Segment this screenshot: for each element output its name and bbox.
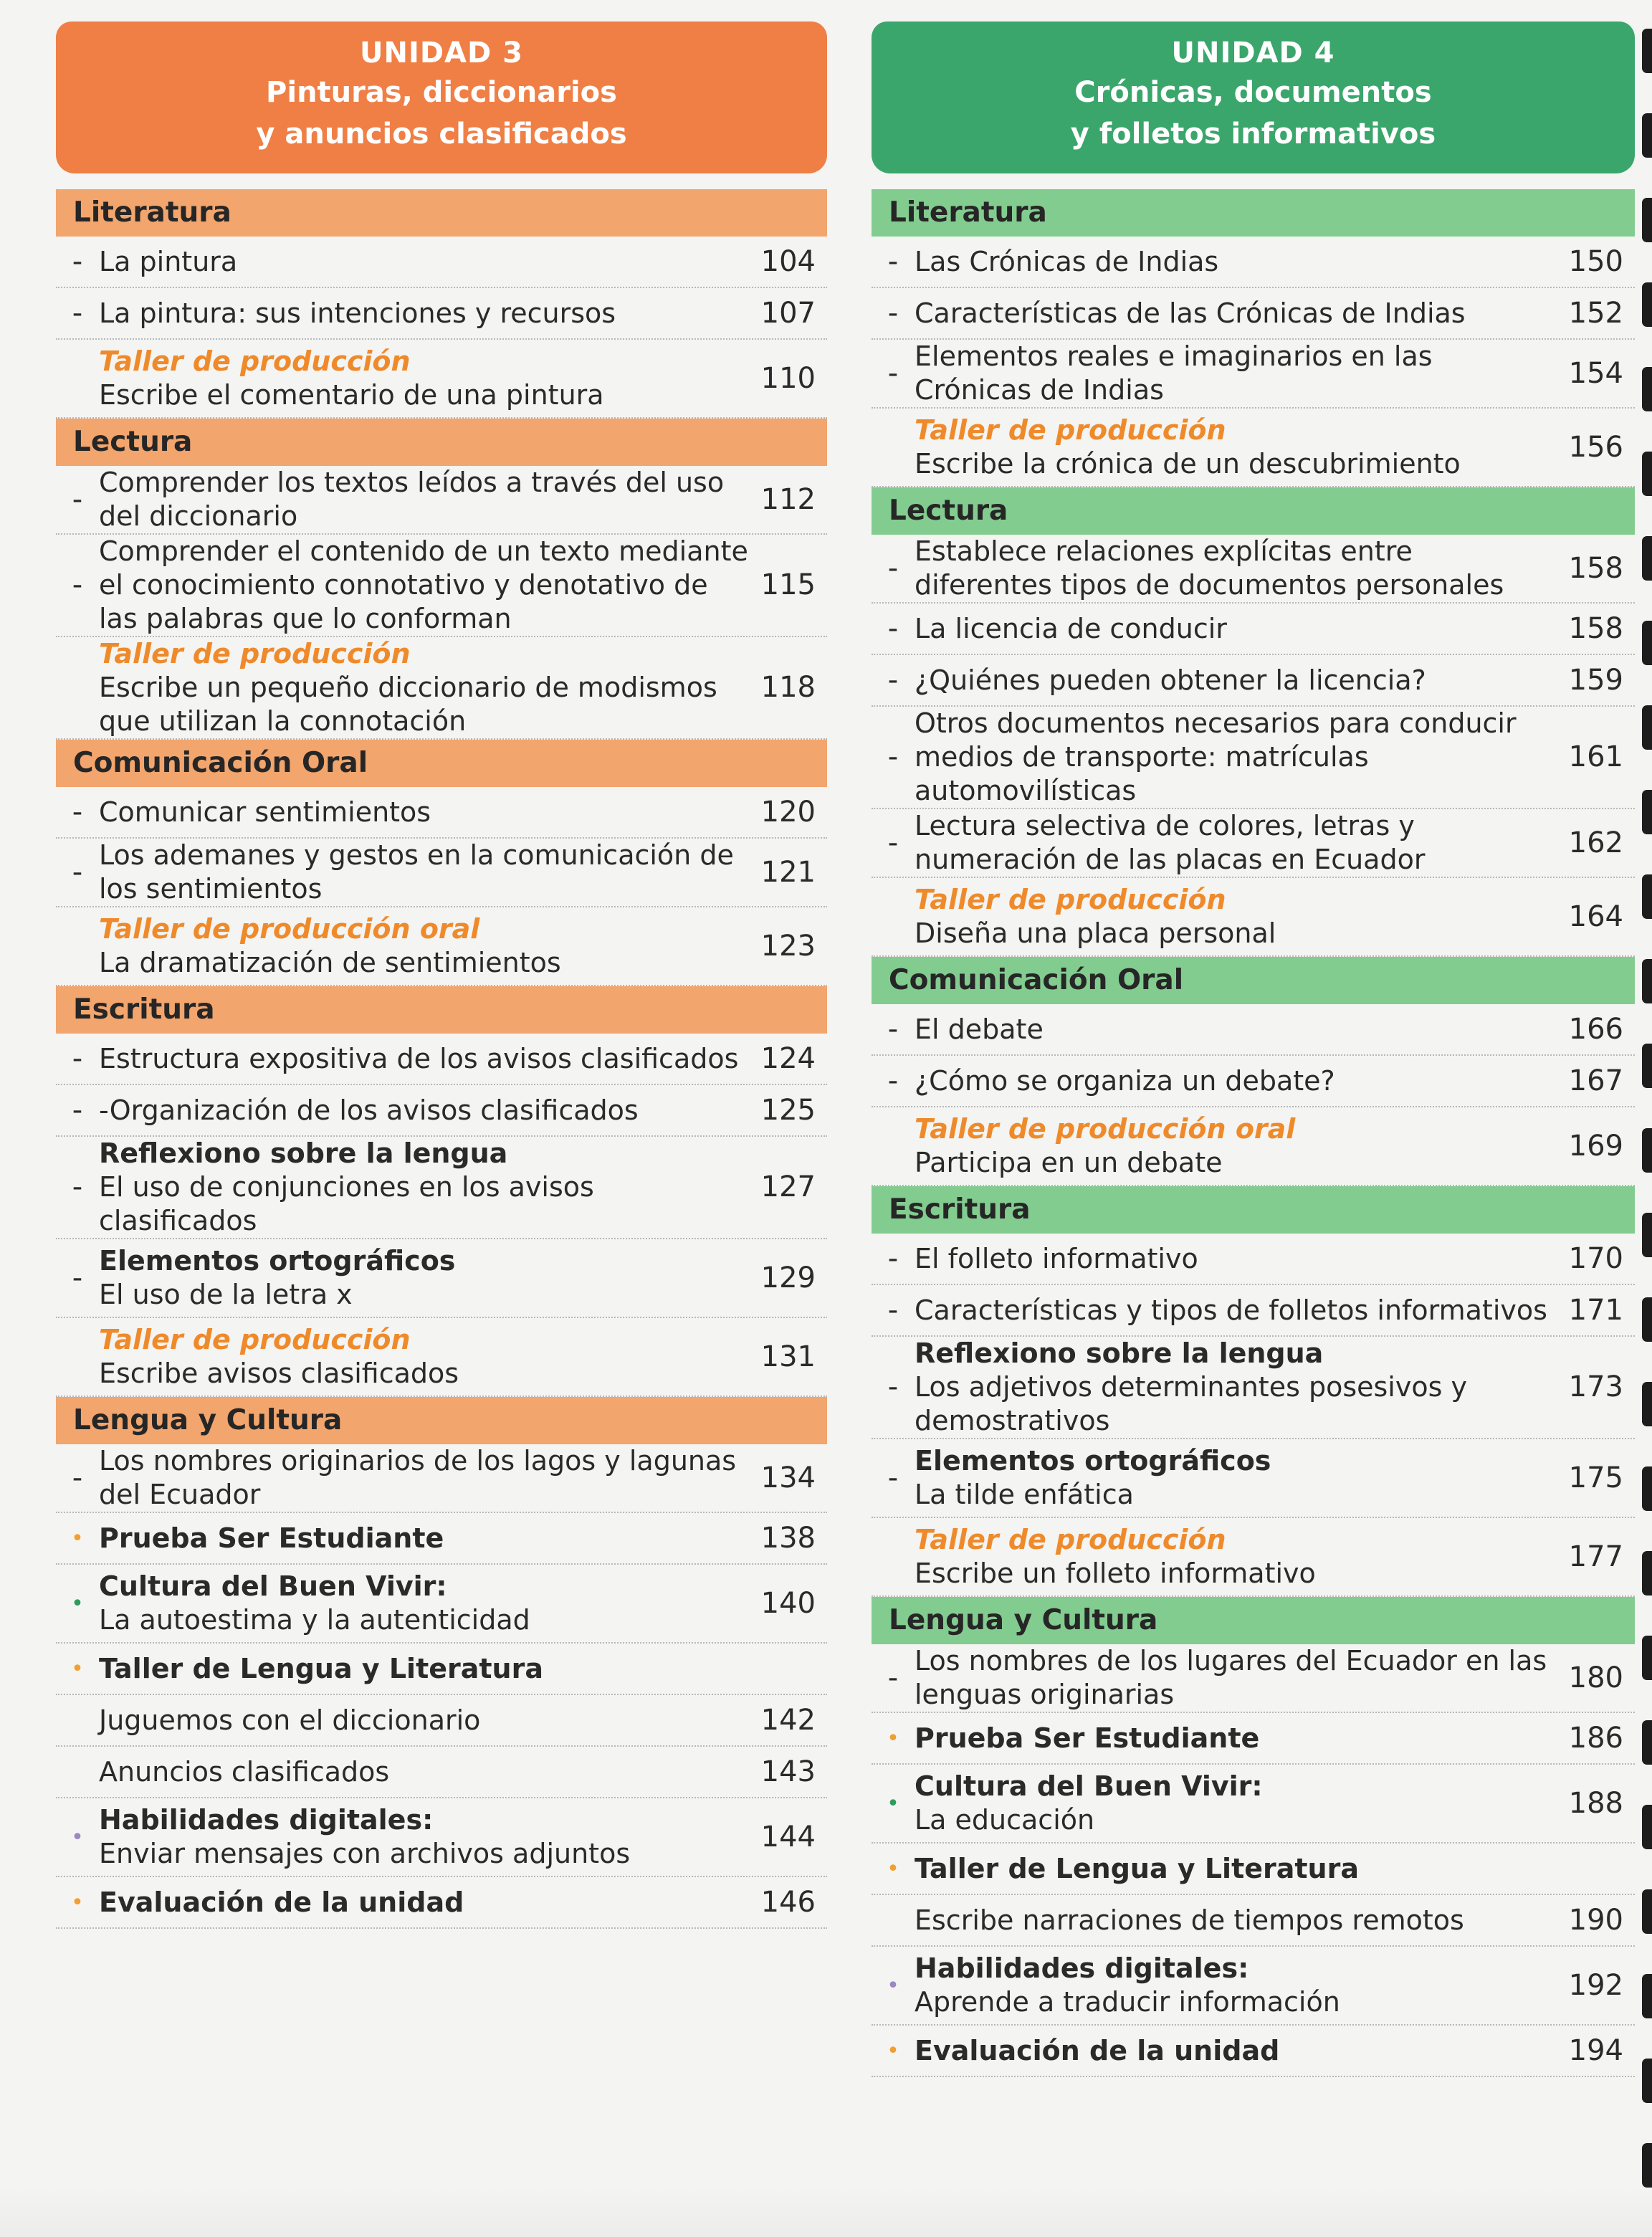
- page-number: 170: [1568, 1241, 1623, 1275]
- binding-ring: [1642, 1382, 1652, 1426]
- entry-label: Los nombres de los lugares del Ecuador en las lenguas originarias: [915, 1645, 1547, 1710]
- toc-entry[interactable]: [56, 535, 827, 637]
- unit4-header: [872, 22, 1635, 173]
- unit3-column: [56, 22, 827, 1929]
- taller-heading: Taller de producción oral: [99, 913, 480, 945]
- entry-label: Escribe narraciones de tiempos remotos: [915, 1904, 1464, 1936]
- binding-ring: [1642, 2143, 1652, 2188]
- binding-ring: [1642, 1213, 1652, 1257]
- taller-heading: Taller de producción: [99, 638, 411, 669]
- page-number: 166: [1568, 1012, 1623, 1046]
- entry-text: [915, 1112, 1563, 1180]
- entry-heading: Elementos ortográficos: [915, 1445, 1271, 1477]
- binding-ring: [1642, 1128, 1652, 1173]
- page-number: 129: [760, 1261, 816, 1294]
- unit4-column: [872, 22, 1635, 2077]
- page-number: 156: [1568, 430, 1623, 464]
- unit4-title-line2: y folletos informativos: [1070, 118, 1436, 151]
- entry-text: [99, 637, 755, 738]
- entry-text: [99, 839, 755, 906]
- entry-text: [99, 297, 755, 330]
- entry-label: El folleto informativo: [915, 1242, 1198, 1274]
- toc-entry[interactable]: [872, 655, 1635, 707]
- dash-marker: -: [887, 1661, 899, 1694]
- page-number: 144: [760, 1820, 816, 1854]
- binding-ring: [1642, 1720, 1652, 1765]
- page-number: 143: [760, 1755, 816, 1788]
- page-number: 112: [760, 482, 816, 516]
- toc-entry[interactable]: [872, 1337, 1635, 1439]
- entry-heading: Taller de Lengua y Literatura: [915, 1852, 1359, 1884]
- toc-entry[interactable]: [872, 288, 1635, 340]
- toc-entry[interactable]: [872, 1004, 1635, 1056]
- toc-entry[interactable]: [872, 1947, 1635, 2026]
- toc-entry[interactable]: [56, 1644, 827, 1695]
- entry-label: El uso de conjunciones en los avisos clasificados: [99, 1171, 594, 1236]
- toc-entry[interactable]: [872, 1713, 1635, 1765]
- dash-marker: -: [887, 663, 899, 697]
- dash-marker: -: [887, 611, 899, 645]
- entry-text: [99, 1444, 755, 1512]
- toc-entry[interactable]: [56, 340, 827, 419]
- binding-ring: [1642, 705, 1652, 750]
- dash-marker: -: [887, 1064, 899, 1097]
- entry-text: [99, 245, 755, 279]
- page-number: 138: [760, 1521, 816, 1555]
- entry-heading: Cultura del Buen Vivir:: [915, 1770, 1263, 1802]
- toc-entry[interactable]: [872, 1439, 1635, 1518]
- entry-label: La licencia de conducir: [915, 612, 1227, 644]
- entry-label: Elementos reales e imaginarios en las Crónicas de Indias: [915, 340, 1433, 406]
- entry-text: [99, 1755, 755, 1789]
- page-number: 175: [1568, 1461, 1623, 1494]
- bullet-icon: •: [887, 1790, 899, 1816]
- entry-text: [915, 1294, 1563, 1327]
- toc-entry[interactable]: [872, 809, 1635, 878]
- entry-label: Lectura selectiva de colores, letras y numeración de las placas en Ecuador: [915, 810, 1426, 875]
- toc-entry[interactable]: [872, 2026, 1635, 2077]
- entry-heading: Reflexiono sobre la lengua: [915, 1337, 1324, 1369]
- entry-label: La pintura: sus intenciones y recursos: [99, 297, 616, 329]
- entry-label: Escribe un pequeño diccionario de modismos que utilizan la connotación: [99, 672, 717, 737]
- bullet-icon: •: [71, 1525, 84, 1551]
- page-number: 127: [760, 1170, 816, 1203]
- entry-label: Establece relaciones explícitas entre diferentes tipos de documentos personales: [915, 535, 1504, 601]
- toc-entry[interactable]: [872, 1844, 1635, 1895]
- entry-text: [915, 1013, 1563, 1046]
- entry-heading: Taller de Lengua y Literatura: [99, 1652, 543, 1684]
- entry-text: [915, 1644, 1563, 1712]
- unit3-title-line2: y anuncios clasificados: [256, 118, 627, 151]
- entry-heading: Prueba Ser Estudiante: [99, 1522, 444, 1554]
- bullet-icon: •: [71, 1824, 84, 1850]
- section-title: Literatura: [56, 189, 827, 237]
- entry-text: [915, 245, 1563, 279]
- toc-entry[interactable]: [56, 1565, 827, 1644]
- entry-heading: Evaluación de la unidad: [915, 2034, 1280, 2066]
- page-number: 180: [1568, 1661, 1623, 1694]
- binding-ring: [1642, 2059, 1652, 2103]
- binding-ring: [1642, 113, 1652, 158]
- entry-label: -Organización de los avisos clasificados: [99, 1094, 639, 1126]
- page-number: 146: [760, 1885, 816, 1919]
- entry-label: Escribe el comentario de una pintura: [99, 379, 604, 411]
- page-number: 150: [1568, 244, 1623, 278]
- entry-text: [915, 707, 1563, 808]
- toc-entry[interactable]: [56, 1137, 827, 1239]
- entry-text: [915, 297, 1563, 330]
- entry-label: La tilde enfática: [915, 1479, 1134, 1510]
- binding-ring: [1642, 790, 1652, 834]
- page-number: 186: [1568, 1721, 1623, 1755]
- unit4-number: UNIDAD 4: [1171, 37, 1335, 70]
- toc-entry[interactable]: [872, 1644, 1635, 1713]
- entry-heading: Prueba Ser Estudiante: [915, 1722, 1260, 1754]
- toc-entry[interactable]: [56, 1747, 827, 1798]
- entry-text: [915, 2034, 1563, 2068]
- bullet-icon: •: [71, 1656, 84, 1682]
- entry-label: Características de las Crónicas de Indias: [915, 297, 1466, 329]
- page-number: 123: [760, 929, 816, 963]
- entry-text: [99, 466, 755, 533]
- entry-text: [915, 1722, 1563, 1755]
- entry-label: La autoestima y la autenticidad: [99, 1604, 530, 1636]
- toc-entry[interactable]: [872, 1056, 1635, 1107]
- page-number: 124: [760, 1041, 816, 1075]
- page-number: 134: [760, 1461, 816, 1494]
- entry-text: [915, 809, 1563, 877]
- entry-text: [915, 1952, 1563, 2019]
- entry-text: [99, 1323, 755, 1391]
- dash-marker: -: [72, 296, 83, 330]
- dash-marker: -: [72, 1261, 83, 1294]
- toc-entry[interactable]: [872, 1765, 1635, 1844]
- entry-text: [99, 1570, 755, 1637]
- entry-text: [99, 1704, 755, 1737]
- entry-text: [915, 1337, 1563, 1438]
- toc-entry[interactable]: [872, 1895, 1635, 1947]
- toc-entry[interactable]: [872, 1107, 1635, 1186]
- entry-text: [99, 796, 755, 829]
- section-title: Lengua y Cultura: [56, 1397, 827, 1444]
- bullet-icon: •: [71, 1889, 84, 1915]
- entry-text: [915, 340, 1563, 407]
- unit4-sections: [872, 189, 1635, 2077]
- page-number: 152: [1568, 296, 1623, 330]
- unit4-title-line1: Crónicas, documentos: [1074, 76, 1432, 109]
- dash-marker: -: [887, 740, 899, 773]
- entry-text: [99, 1886, 755, 1919]
- binding-ring: [1642, 29, 1652, 73]
- entry-text: [99, 1244, 755, 1312]
- page-number: 115: [760, 568, 816, 601]
- entry-heading: Habilidades digitales:: [99, 1804, 434, 1836]
- dash-marker: -: [72, 1093, 83, 1127]
- binding-ring: [1642, 452, 1652, 496]
- entry-text: [915, 414, 1563, 481]
- toc-entry[interactable]: [872, 1234, 1635, 1285]
- page-number: 120: [760, 795, 816, 829]
- entry-label: Aprende a traducir información: [915, 1986, 1340, 2018]
- dash-marker: -: [887, 551, 899, 585]
- toc-entry[interactable]: [872, 707, 1635, 809]
- dash-marker: -: [887, 1293, 899, 1327]
- dash-marker: -: [887, 1241, 899, 1275]
- binding-ring: [1642, 1974, 1652, 2018]
- binding-ring: [1642, 959, 1652, 1003]
- dash-marker: -: [72, 1461, 83, 1494]
- entry-text: [915, 883, 1563, 950]
- entry-label: Otros documentos necesarios para conducir medios de transporte: matrículas automovilísticas: [915, 707, 1517, 806]
- entry-text: [99, 1094, 755, 1127]
- entry-text: [99, 1652, 755, 1686]
- page-number: 167: [1568, 1064, 1623, 1097]
- entry-text: [99, 535, 755, 636]
- entry-label: La educación: [915, 1804, 1095, 1836]
- toc-entry[interactable]: [872, 409, 1635, 487]
- binding-ring: [1642, 536, 1652, 581]
- dash-marker: -: [72, 1170, 83, 1203]
- page-number: 121: [760, 855, 816, 889]
- page-number: 158: [1568, 611, 1623, 645]
- entry-label: El debate: [915, 1013, 1044, 1045]
- page-number: 154: [1568, 356, 1623, 390]
- toc-entry[interactable]: [872, 535, 1635, 604]
- dash-marker: -: [887, 1370, 899, 1403]
- toc-entry[interactable]: [56, 1444, 827, 1513]
- dash-marker: -: [72, 855, 83, 889]
- page-number: 104: [760, 244, 816, 278]
- toc-entry[interactable]: [56, 466, 827, 535]
- bullet-icon: •: [887, 2038, 899, 2064]
- entry-label: Los adjetivos determinantes posesivos y demostrativos: [915, 1371, 1467, 1436]
- entry-label: Estructura expositiva de los avisos clasificados: [99, 1042, 739, 1074]
- toc-entry[interactable]: [872, 340, 1635, 409]
- entry-label: La dramatización de sentimientos: [99, 947, 561, 978]
- entry-label: Participa en un debate: [915, 1147, 1223, 1178]
- entry-text: [915, 664, 1563, 697]
- binding-ring: [1642, 1889, 1652, 1934]
- entry-label: Anuncios clasificados: [99, 1755, 390, 1788]
- toc-entry[interactable]: [56, 1034, 827, 1085]
- entry-label: Los nombres originarios de los lagos y lagunas del Ecuador: [99, 1445, 737, 1510]
- dash-marker: -: [72, 244, 83, 278]
- toc-entry[interactable]: [56, 1798, 827, 1877]
- binding-ring: [1642, 1297, 1652, 1342]
- toc-entry[interactable]: [56, 787, 827, 839]
- dash-marker: -: [72, 795, 83, 829]
- binding-ring: [1642, 1466, 1652, 1511]
- toc-entry[interactable]: [56, 839, 827, 907]
- toc-entry[interactable]: [872, 604, 1635, 655]
- bullet-icon: •: [887, 1856, 899, 1881]
- section-title: Escritura: [872, 1186, 1635, 1234]
- dash-marker: -: [887, 356, 899, 390]
- taller-heading: Taller de producción: [915, 884, 1226, 915]
- taller-heading: Taller de producción: [915, 1524, 1226, 1555]
- entry-heading: Evaluación de la unidad: [99, 1886, 464, 1918]
- toc-entry[interactable]: [872, 878, 1635, 957]
- entry-text: [915, 1770, 1563, 1837]
- unit3-header: [56, 22, 827, 173]
- taller-heading: Taller de producción: [99, 345, 411, 377]
- binding-ring: [1642, 1551, 1652, 1596]
- binding-ring: [1642, 198, 1652, 242]
- toc-entry[interactable]: [56, 288, 827, 340]
- dash-marker: -: [887, 1012, 899, 1046]
- dash-marker: -: [72, 482, 83, 516]
- page-number: 192: [1568, 1968, 1623, 2002]
- dash-marker: -: [887, 244, 899, 278]
- bullet-icon: •: [887, 1973, 899, 1998]
- entry-heading: Elementos ortográficos: [99, 1245, 456, 1277]
- entry-text: [915, 1064, 1563, 1098]
- page-number: 188: [1568, 1786, 1623, 1820]
- entry-label: Comprender el contenido de un texto mediante el conocimiento connotativo y denotativo de las palabras que lo conforman: [99, 535, 748, 634]
- entry-text: [99, 1803, 755, 1871]
- toc-entry[interactable]: [56, 1318, 827, 1397]
- toc-entry[interactable]: [56, 1877, 827, 1929]
- entry-label: Diseña una placa personal: [915, 917, 1276, 949]
- taller-heading: Taller de producción oral: [915, 1113, 1296, 1145]
- entry-label: Comunicar sentimientos: [99, 796, 431, 828]
- section-title: Literatura: [872, 189, 1635, 237]
- toc-entry[interactable]: [872, 1518, 1635, 1597]
- entry-text: [915, 1904, 1563, 1937]
- entry-label: Comprender los textos leídos a través del uso del diccionario: [99, 467, 725, 532]
- toc-entry[interactable]: [56, 1695, 827, 1747]
- page-number: 142: [760, 1703, 816, 1737]
- entry-label: Los ademanes y gestos en la comunicación de los sentimientos: [99, 839, 734, 905]
- entry-text: [915, 1523, 1563, 1590]
- unit3-title-line1: Pinturas, diccionarios: [266, 76, 617, 109]
- bullet-icon: •: [71, 1590, 84, 1616]
- toc-entry[interactable]: [56, 1239, 827, 1318]
- page-bottom-edge: [0, 2187, 1652, 2237]
- entry-label: Las Crónicas de Indias: [915, 245, 1219, 277]
- page-number: 169: [1568, 1129, 1623, 1163]
- binding-ring: [1642, 621, 1652, 665]
- section-title: Comunicación Oral: [872, 957, 1635, 1004]
- page-number: 118: [760, 671, 816, 704]
- taller-heading: Taller de producción: [915, 414, 1226, 446]
- entry-label: Escribe un folleto informativo: [915, 1558, 1316, 1589]
- page-number: 162: [1568, 826, 1623, 859]
- page-number: 125: [760, 1093, 816, 1127]
- entry-text: [915, 535, 1563, 602]
- page-number: 140: [760, 1586, 816, 1620]
- dash-marker: -: [887, 826, 899, 859]
- entry-label: Escribe avisos clasificados: [99, 1358, 459, 1389]
- section-title: Lectura: [56, 419, 827, 466]
- page-number: 177: [1568, 1540, 1623, 1573]
- unit3-sections: [56, 189, 827, 1929]
- entry-text: [99, 1042, 755, 1076]
- entry-text: [99, 912, 755, 980]
- page-number: 158: [1568, 551, 1623, 585]
- taller-heading: Taller de producción: [99, 1324, 411, 1355]
- page-number: 159: [1568, 663, 1623, 697]
- entry-text: [915, 1242, 1563, 1276]
- toc-entry[interactable]: [56, 907, 827, 986]
- entry-heading: Reflexiono sobre la lengua: [99, 1137, 508, 1169]
- page-number: 190: [1568, 1903, 1623, 1937]
- page-number: 110: [760, 361, 816, 395]
- entry-label: Características y tipos de folletos informativos: [915, 1294, 1547, 1326]
- dash-marker: -: [72, 568, 83, 601]
- section-title: Lengua y Cultura: [872, 1597, 1635, 1644]
- entry-label: Juguemos con el diccionario: [99, 1704, 481, 1736]
- dash-marker: -: [887, 1461, 899, 1494]
- toc-entry[interactable]: [56, 1085, 827, 1137]
- section-title: Comunicación Oral: [56, 740, 827, 787]
- entry-label: Enviar mensajes con archivos adjuntos: [99, 1838, 631, 1869]
- page-number: 131: [760, 1340, 816, 1373]
- dash-marker: -: [887, 296, 899, 330]
- entry-heading: Habilidades digitales:: [915, 1952, 1249, 1984]
- entry-label: ¿Quiénes pueden obtener la licencia?: [915, 664, 1426, 696]
- entry-label: El uso de la letra x: [99, 1279, 353, 1310]
- binding-ring: [1642, 282, 1652, 327]
- binding-ring: [1642, 874, 1652, 919]
- page-number: 173: [1568, 1370, 1623, 1403]
- page-number: 164: [1568, 900, 1623, 933]
- entry-text: [915, 612, 1563, 646]
- entry-text: [99, 345, 755, 412]
- section-title: Lectura: [872, 487, 1635, 535]
- toc-entry[interactable]: [56, 237, 827, 288]
- entry-label: Escribe la crónica de un descubrimiento: [915, 448, 1461, 480]
- binding-ring: [1642, 1805, 1652, 1849]
- toc-entry[interactable]: [56, 637, 827, 740]
- page-number: 107: [760, 296, 816, 330]
- bullet-icon: •: [887, 1725, 899, 1751]
- page-number: 161: [1568, 740, 1623, 773]
- binding-ring: [1642, 1636, 1652, 1680]
- entry-label: La pintura: [99, 245, 238, 277]
- entry-text: [99, 1522, 755, 1555]
- binding-ring: [1642, 1044, 1652, 1088]
- section-title: Escritura: [56, 986, 827, 1034]
- entry-label: ¿Cómo se organiza un debate?: [915, 1064, 1335, 1097]
- entry-text: [915, 1852, 1563, 1886]
- dash-marker: -: [72, 1041, 83, 1075]
- binding-ring: [1642, 367, 1652, 411]
- entry-text: [915, 1444, 1563, 1512]
- page-number: 171: [1568, 1293, 1623, 1327]
- page-number: 194: [1568, 2033, 1623, 2067]
- entry-text: [99, 1137, 755, 1238]
- toc-entry[interactable]: [56, 1513, 827, 1565]
- unit3-number: UNIDAD 3: [360, 37, 523, 70]
- entry-heading: Cultura del Buen Vivir:: [99, 1570, 447, 1602]
- toc-entry[interactable]: [872, 237, 1635, 288]
- toc-entry[interactable]: [872, 1285, 1635, 1337]
